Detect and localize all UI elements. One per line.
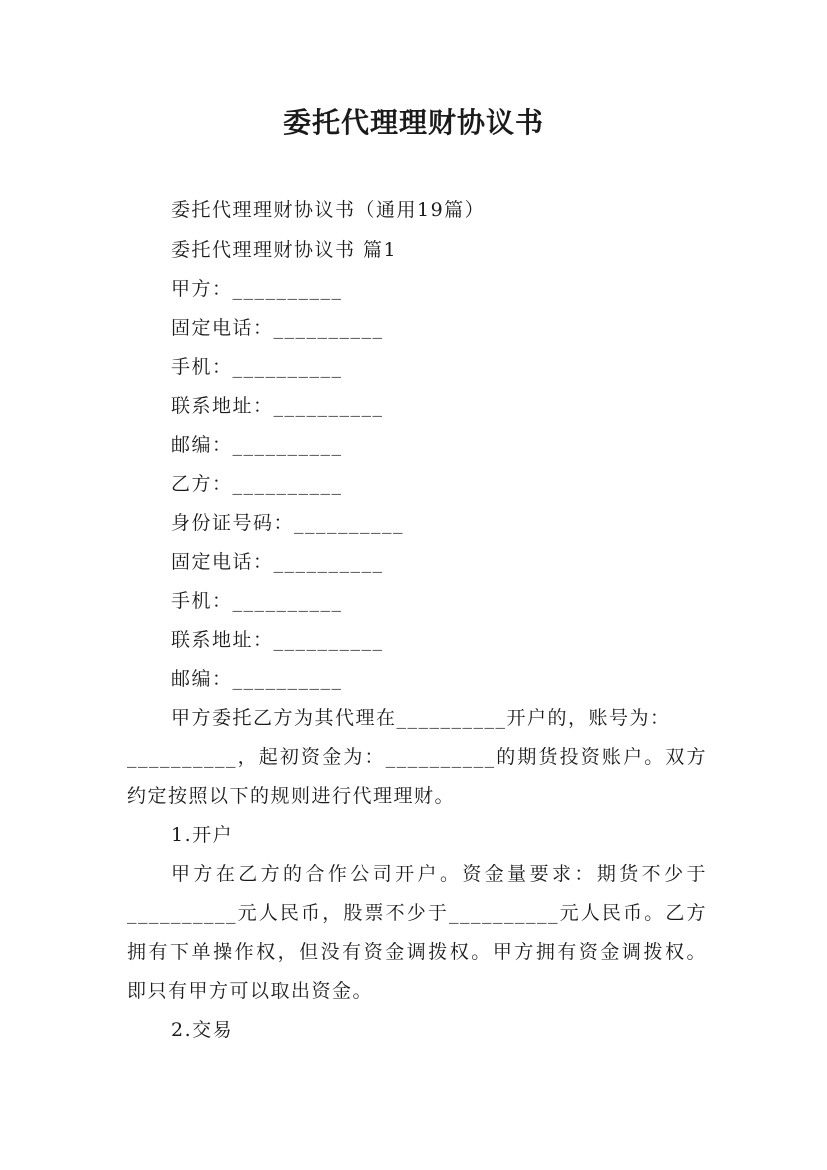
party-b-address-field: 联系地址：__________ bbox=[171, 629, 384, 651]
party-a-name-field: 甲方：__________ bbox=[171, 278, 343, 300]
document-title: 委托代理理财协议书 bbox=[282, 106, 544, 139]
party-a-phone-field: 固定电话：__________ bbox=[171, 317, 384, 339]
intro-paragraph-line: 甲方委托乙方为其代理在__________开户的，账号为： bbox=[171, 707, 671, 729]
intro-paragraph-line: 约定按照以下的规则进行代理理财。 bbox=[127, 785, 456, 807]
intro-paragraph-line: __________，起初资金为：__________的期货投资账户。双方 bbox=[127, 746, 707, 768]
section-heading: 委托代理理财协议书 篇1 bbox=[171, 239, 398, 261]
party-b-id-field: 身份证号码：__________ bbox=[171, 512, 405, 534]
party-b-name-field: 乙方：__________ bbox=[171, 473, 343, 495]
clause-1-heading: 1.开户 bbox=[171, 824, 234, 846]
party-a-mobile-field: 手机：__________ bbox=[171, 356, 343, 378]
party-b-phone-field: 固定电话：__________ bbox=[171, 551, 384, 573]
clause-2-heading: 2.交易 bbox=[171, 1019, 234, 1041]
clause-1-line: 甲方在乙方的合作公司开户。资金量要求：期货不少于 bbox=[171, 863, 707, 885]
clause-1-line: __________元人民币，股票不少于__________元人民币。乙方 bbox=[127, 902, 707, 924]
party-a-address-field: 联系地址：__________ bbox=[171, 395, 384, 417]
party-b-mobile-field: 手机：__________ bbox=[171, 590, 343, 612]
party-a-postcode-field: 邮编：__________ bbox=[171, 434, 343, 456]
party-b-postcode-field: 邮编：__________ bbox=[171, 668, 343, 690]
clause-1-line: 即只有甲方可以取出资金。 bbox=[127, 980, 374, 1002]
document-subtitle: 委托代理理财协议书（通用19篇） bbox=[171, 199, 486, 221]
clause-1-line: 拥有下单操作权，但没有资金调拨权。甲方拥有资金调拨权。 bbox=[127, 941, 707, 963]
